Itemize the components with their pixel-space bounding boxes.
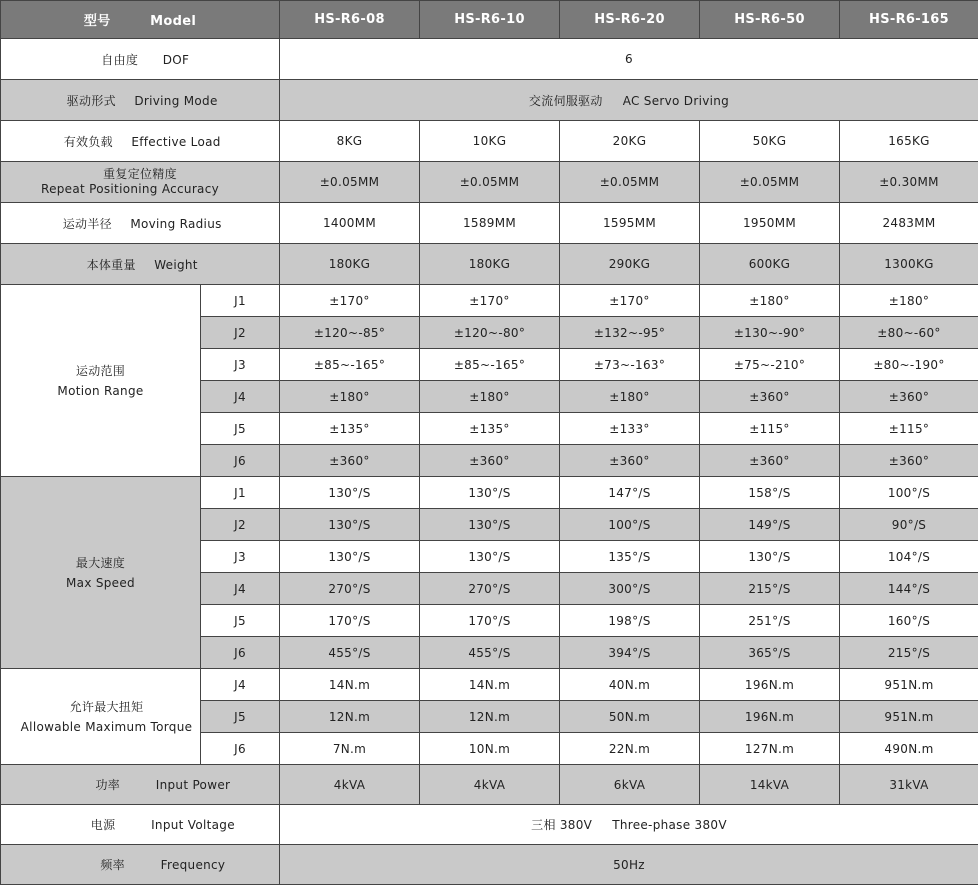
frequency-label (1, 845, 280, 885)
speed-value: 300°/S (560, 573, 700, 605)
load-value-5: 165KG (840, 121, 978, 162)
load-value-4: 50KG (700, 121, 840, 162)
radius-value-2: 1589MM (420, 203, 560, 244)
speed-joint: J4 (201, 573, 280, 605)
torque-value: 14N.m (420, 669, 560, 701)
accuracy-value-4: ±0.05MM (700, 162, 840, 203)
speed-value: 130°/S (280, 477, 420, 509)
model-header (1, 1, 280, 39)
speed-value: 104°/S (840, 541, 978, 573)
motion-value: ±180° (840, 285, 978, 317)
speed-value: 130°/S (420, 509, 560, 541)
radius-value-1: 1400MM (280, 203, 420, 244)
speed-value: 149°/S (700, 509, 840, 541)
speed-joint: J1 (201, 477, 280, 509)
speed-en: Max Speed (1, 573, 200, 593)
speed-value: 198°/S (560, 605, 700, 637)
motion-value: ±360° (560, 445, 700, 477)
load-value-1: 8KG (280, 121, 420, 162)
frequency-zh: 频率 (89, 856, 137, 873)
load-label (1, 121, 280, 162)
motion-value: ±120~-80° (420, 317, 560, 349)
motion-value: ±360° (420, 445, 560, 477)
model-label-zh: 型号 (84, 14, 111, 29)
model-col-3: HS-R6-20 (560, 1, 700, 39)
torque-joint: J4 (201, 669, 280, 701)
dof-row (1, 39, 978, 80)
torque-joint: J6 (201, 733, 280, 765)
load-value-3: 20KG (560, 121, 700, 162)
speed-value: 135°/S (560, 541, 700, 573)
torque-value: 490N.m (840, 733, 978, 765)
speed-row (1, 477, 978, 509)
frequency-en: Frequency (161, 858, 226, 872)
motion-value: ±80~-60° (840, 317, 978, 349)
torque-value: 951N.m (840, 701, 978, 733)
motion-joint: J2 (201, 317, 280, 349)
dof-label (1, 39, 280, 80)
weight-label (1, 244, 280, 285)
weight-en: Weight (154, 258, 198, 272)
driving-value (280, 80, 978, 121)
torque-zh: 允许最大扭矩 (13, 697, 200, 717)
torque-value: 951N.m (840, 669, 978, 701)
torque-row (1, 669, 978, 701)
speed-value: 130°/S (280, 541, 420, 573)
voltage-zh: 电源 (79, 816, 127, 833)
motion-row (1, 285, 978, 317)
model-col-4: HS-R6-50 (700, 1, 840, 39)
speed-value: 90°/S (840, 509, 978, 541)
model-col-2: HS-R6-10 (420, 1, 560, 39)
power-value-4: 14kVA (700, 765, 840, 805)
speed-value: 365°/S (700, 637, 840, 669)
motion-value: ±115° (840, 413, 978, 445)
radius-value-5: 2483MM (840, 203, 978, 244)
motion-value: ±130~-90° (700, 317, 840, 349)
radius-en: Moving Radius (130, 217, 221, 231)
power-zh: 功率 (84, 776, 132, 793)
motion-group-label (1, 285, 201, 477)
power-label (1, 765, 280, 805)
power-value-1: 4kVA (280, 765, 420, 805)
driving-label (1, 80, 280, 121)
motion-value: ±180° (280, 381, 420, 413)
torque-value: 196N.m (700, 701, 840, 733)
motion-value: ±180° (560, 381, 700, 413)
voltage-row (1, 805, 978, 845)
motion-value: ±135° (280, 413, 420, 445)
voltage-value (280, 805, 978, 845)
torque-value: 196N.m (700, 669, 840, 701)
weight-value-5: 1300KG (840, 244, 978, 285)
speed-joint: J6 (201, 637, 280, 669)
speed-zh: 最大速度 (1, 553, 200, 573)
speed-value: 215°/S (840, 637, 978, 669)
speed-value: 147°/S (560, 477, 700, 509)
speed-value: 130°/S (280, 509, 420, 541)
load-row (1, 121, 978, 162)
speed-value: 100°/S (840, 477, 978, 509)
motion-value: ±360° (840, 445, 978, 477)
radius-zh: 运动半径 (58, 215, 116, 232)
driving-zh: 驱动形式 (62, 92, 120, 109)
motion-value: ±85~-165° (420, 349, 560, 381)
speed-value: 160°/S (840, 605, 978, 637)
weight-row (1, 244, 978, 285)
speed-value: 130°/S (420, 541, 560, 573)
model-col-1: HS-R6-08 (280, 1, 420, 39)
radius-value-3: 1595MM (560, 203, 700, 244)
driving-row (1, 80, 978, 121)
voltage-value-en: Three-phase 380V (612, 818, 727, 832)
model-label-en: Model (150, 14, 196, 29)
weight-zh: 本体重量 (82, 256, 140, 273)
frequency-value: 50Hz (280, 845, 978, 885)
speed-joint: J3 (201, 541, 280, 573)
speed-value: 130°/S (420, 477, 560, 509)
speed-value: 158°/S (700, 477, 840, 509)
motion-value: ±73~-163° (560, 349, 700, 381)
speed-value: 270°/S (420, 573, 560, 605)
motion-value: ±170° (560, 285, 700, 317)
voltage-en: Input Voltage (151, 818, 235, 832)
torque-value: 12N.m (280, 701, 420, 733)
motion-en: Motion Range (1, 381, 200, 401)
torque-group-label (1, 669, 201, 765)
speed-joint: J5 (201, 605, 280, 637)
speed-value: 170°/S (420, 605, 560, 637)
torque-value: 40N.m (560, 669, 700, 701)
power-value-2: 4kVA (420, 765, 560, 805)
speed-value: 144°/S (840, 573, 978, 605)
accuracy-zh: 重复定位精度 (1, 167, 279, 182)
speed-value: 100°/S (560, 509, 700, 541)
accuracy-label (1, 162, 280, 203)
driving-en: Driving Mode (134, 94, 217, 108)
motion-zh: 运动范围 (1, 361, 200, 381)
motion-value: ±133° (560, 413, 700, 445)
driving-value-zh: 交流伺服驱动 (529, 92, 603, 109)
header-row (1, 1, 978, 39)
torque-value: 22N.m (560, 733, 700, 765)
dof-zh: 自由度 (91, 51, 149, 68)
speed-group-label (1, 477, 201, 669)
radius-label (1, 203, 280, 244)
speed-value: 394°/S (560, 637, 700, 669)
motion-value: ±360° (840, 381, 978, 413)
power-value-5: 31kVA (840, 765, 978, 805)
motion-value: ±360° (280, 445, 420, 477)
radius-row (1, 203, 978, 244)
speed-value: 455°/S (420, 637, 560, 669)
speed-value: 251°/S (700, 605, 840, 637)
motion-value: ±120~-85° (280, 317, 420, 349)
weight-value-4: 600KG (700, 244, 840, 285)
accuracy-row (1, 162, 978, 203)
driving-value-en: AC Servo Driving (623, 94, 729, 108)
motion-joint: J4 (201, 381, 280, 413)
accuracy-en: Repeat Positioning Accuracy (1, 182, 270, 197)
motion-joint: J6 (201, 445, 280, 477)
torque-value: 7N.m (280, 733, 420, 765)
power-value-3: 6kVA (560, 765, 700, 805)
power-en: Input Power (156, 778, 230, 792)
speed-value: 270°/S (280, 573, 420, 605)
dof-en: DOF (163, 53, 190, 67)
motion-value: ±180° (420, 381, 560, 413)
motion-value: ±360° (700, 445, 840, 477)
power-row (1, 765, 978, 805)
load-value-2: 10KG (420, 121, 560, 162)
torque-value: 50N.m (560, 701, 700, 733)
weight-value-2: 180KG (420, 244, 560, 285)
speed-value: 455°/S (280, 637, 420, 669)
motion-value: ±360° (700, 381, 840, 413)
load-zh: 有效负载 (59, 133, 117, 150)
motion-value: ±80~-190° (840, 349, 978, 381)
weight-value-1: 180KG (280, 244, 420, 285)
motion-value: ±85~-165° (280, 349, 420, 381)
motion-joint: J3 (201, 349, 280, 381)
torque-joint: J5 (201, 701, 280, 733)
radius-value-4: 1950MM (700, 203, 840, 244)
motion-value: ±132~-95° (560, 317, 700, 349)
speed-value: 215°/S (700, 573, 840, 605)
accuracy-value-2: ±0.05MM (420, 162, 560, 203)
motion-value: ±170° (420, 285, 560, 317)
torque-value: 12N.m (420, 701, 560, 733)
load-en: Effective Load (131, 135, 220, 149)
model-col-5: HS-R6-165 (840, 1, 978, 39)
motion-value: ±170° (280, 285, 420, 317)
motion-value: ±115° (700, 413, 840, 445)
motion-joint: J1 (201, 285, 280, 317)
speed-value: 130°/S (700, 541, 840, 573)
dof-value: 6 (280, 39, 978, 80)
motion-value: ±135° (420, 413, 560, 445)
accuracy-value-3: ±0.05MM (560, 162, 700, 203)
torque-en: Allowable Maximum Torque (13, 717, 200, 737)
accuracy-value-5: ±0.30MM (840, 162, 978, 203)
weight-value-3: 290KG (560, 244, 700, 285)
speed-joint: J2 (201, 509, 280, 541)
frequency-row (1, 845, 978, 885)
speed-value: 170°/S (280, 605, 420, 637)
motion-value: ±180° (700, 285, 840, 317)
torque-value: 127N.m (700, 733, 840, 765)
motion-value: ±75~-210° (700, 349, 840, 381)
accuracy-value-1: ±0.05MM (280, 162, 420, 203)
voltage-label (1, 805, 280, 845)
torque-value: 14N.m (280, 669, 420, 701)
torque-value: 10N.m (420, 733, 560, 765)
voltage-value-zh: 三相 380V (531, 816, 592, 833)
motion-joint: J5 (201, 413, 280, 445)
